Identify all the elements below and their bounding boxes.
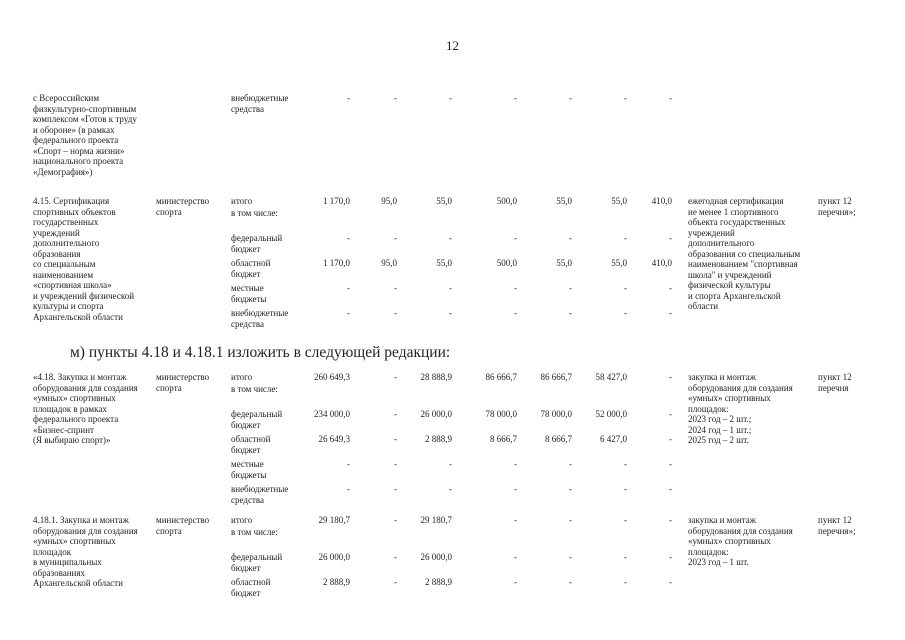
funding-value: -	[569, 484, 572, 494]
page-number: 12	[446, 38, 459, 53]
funding-value: -	[449, 308, 452, 318]
funding-value: -	[449, 233, 452, 243]
funding-value: -	[569, 459, 572, 469]
funding-value: 55,0	[611, 196, 627, 206]
funding-value: 26 000,0	[420, 409, 452, 419]
funding-value: -	[624, 577, 627, 587]
funding-value: 500,0	[496, 196, 517, 206]
funding-value: -	[394, 283, 397, 293]
funding-value: 28 888,9	[420, 372, 452, 382]
funding-value: -	[514, 459, 517, 469]
item-executor: министерство спорта	[156, 372, 210, 393]
funding-value: -	[569, 283, 572, 293]
funding-value: -	[624, 552, 627, 562]
funding-value: -	[449, 484, 452, 494]
funding-value: -	[514, 93, 517, 103]
funding-value: -	[669, 484, 672, 494]
funding-value: -	[514, 283, 517, 293]
funding-source-label: местные бюджеты	[231, 283, 267, 304]
item-result: закупка и монтаж оборудования для создания «умных» спортивных площадок: 2023 год – 1 шт.	[688, 515, 793, 567]
funding-value: 2 888,9	[323, 577, 350, 587]
funding-value: 52 000,0	[595, 409, 627, 419]
funding-value: 6 427,0	[600, 434, 627, 444]
funding-value: -	[624, 515, 627, 525]
funding-value: -	[347, 308, 350, 318]
funding-value: -	[347, 283, 350, 293]
funding-value: -	[394, 308, 397, 318]
funding-source-label: внебюджетные средства	[231, 308, 289, 329]
funding-value: 55,0	[556, 196, 572, 206]
funding-value: 55,0	[556, 258, 572, 268]
amendment-heading: м) пункты 4.18 и 4.18.1 изложить в следующей редакции:	[70, 344, 451, 361]
funding-value: -	[394, 409, 397, 419]
funding-value: -	[624, 283, 627, 293]
funding-value: -	[569, 308, 572, 318]
funding-value: -	[624, 93, 627, 103]
funding-source-label: внебюджетные средства	[231, 484, 289, 505]
funding-value: 86 666,7	[485, 372, 517, 382]
funding-value: -	[449, 459, 452, 469]
funding-value: -	[669, 434, 672, 444]
funding-source-label: федеральный бюджет	[231, 409, 283, 430]
funding-source-label: областной бюджет	[231, 577, 271, 598]
funding-value: -	[514, 308, 517, 318]
funding-value: -	[624, 459, 627, 469]
funding-value: -	[347, 459, 350, 469]
funding-value: -	[449, 93, 452, 103]
funding-value: 26 000,0	[318, 552, 350, 562]
funding-source-label: в том числе:	[231, 208, 278, 218]
funding-value: 29 180,7	[420, 515, 452, 525]
funding-value: -	[669, 577, 672, 587]
funding-value: 410,0	[651, 258, 672, 268]
funding-value: -	[669, 93, 672, 103]
funding-source-label: в том числе:	[231, 384, 278, 394]
funding-value: -	[514, 552, 517, 562]
funding-value: 1 170,0	[323, 258, 350, 268]
funding-source-label: местные бюджеты	[231, 459, 267, 480]
funding-value: 410,0	[651, 196, 672, 206]
funding-value: -	[569, 515, 572, 525]
funding-value: -	[669, 308, 672, 318]
funding-value: 86 666,7	[540, 372, 572, 382]
funding-value: 1 170,0	[323, 196, 350, 206]
funding-value: 29 180,7	[318, 515, 350, 525]
funding-source-label: федеральный бюджет	[231, 233, 283, 254]
funding-value: 2 888,9	[425, 434, 452, 444]
funding-value: 78 000,0	[540, 409, 572, 419]
funding-value: 26 649,3	[318, 434, 350, 444]
item-name: «4.18. Закупка и монтаж оборудования для создания «умных» спортивных площадок в рамках федерального проекта «Бизнес-спринт (Я выбираю спорт)»	[33, 372, 138, 445]
funding-value: 26 000,0	[420, 552, 452, 562]
item-reference: пункт 12 перечня	[818, 372, 852, 393]
funding-value: -	[449, 283, 452, 293]
funding-value: 2 888,9	[425, 577, 452, 587]
funding-value: 78 000,0	[485, 409, 517, 419]
funding-value: -	[394, 577, 397, 587]
funding-value: -	[669, 552, 672, 562]
funding-value: -	[624, 308, 627, 318]
funding-value: -	[514, 233, 517, 243]
funding-value: 55,0	[611, 258, 627, 268]
funding-source-label: областной бюджет	[231, 434, 271, 455]
funding-value: 55,0	[436, 258, 452, 268]
funding-value: -	[514, 577, 517, 587]
funding-value: -	[669, 233, 672, 243]
funding-value: -	[394, 484, 397, 494]
funding-source-label: итого	[231, 515, 253, 525]
item-executor: министерство спорта	[156, 196, 210, 217]
funding-value: -	[514, 484, 517, 494]
funding-value: -	[569, 577, 572, 587]
funding-source-label: внебюджетные средства	[231, 93, 289, 114]
funding-source-label: федеральный бюджет	[231, 552, 283, 573]
funding-value: 58 427,0	[595, 372, 627, 382]
item-executor: министерство спорта	[156, 515, 210, 536]
funding-value: -	[669, 515, 672, 525]
funding-value: -	[569, 93, 572, 103]
funding-value: 55,0	[436, 196, 452, 206]
fragment-name: с Всероссийским физкультурно-спортивным комплексом «Готов к труду и обороне» (в рамках федерального проекта «Спорт – норма жизни» национального проекта «Демография»)	[33, 93, 137, 177]
funding-source-label: областной бюджет	[231, 258, 271, 279]
funding-value: 95,0	[381, 196, 397, 206]
funding-value: 8 666,7	[545, 434, 572, 444]
funding-value: 8 666,7	[490, 434, 517, 444]
item-reference: пункт 12 перечня»;	[818, 196, 856, 217]
funding-value: -	[394, 552, 397, 562]
funding-value: -	[569, 552, 572, 562]
funding-value: -	[624, 484, 627, 494]
item-name: 4.18.1. Закупка и монтаж оборудования для создания «умных» спортивных площадок в муниципальных образованиях Архангельской области	[33, 515, 138, 588]
item-reference: пункт 12 перечня»;	[818, 515, 856, 536]
funding-value: 95,0	[381, 258, 397, 268]
funding-value: -	[669, 372, 672, 382]
item-name: 4.15. Сертификация спортивных объектов государственных учреждений дополнительного образования со специальным наименованием «спортивная школа» и учреждений физической культуры и спорта Архангельской области	[33, 196, 135, 322]
funding-value: -	[669, 409, 672, 419]
funding-value: -	[514, 515, 517, 525]
funding-value: -	[624, 233, 627, 243]
item-result: ежегодная сертификация не менее 1 спортивного объекта государственных учреждений дополнительного образования со специальным наименованием "спортивная школа" и учреждений физической культуры и спорта Архангельской области	[688, 196, 801, 311]
funding-value: -	[347, 484, 350, 494]
funding-value: -	[394, 372, 397, 382]
funding-value: -	[347, 233, 350, 243]
item-result: закупка и монтаж оборудования для создания «умных» спортивных площадок: 2023 год – 2 шт.; 2024 год – 1 шт.; 2025 год – 2 шт.	[688, 372, 793, 445]
funding-value: -	[669, 459, 672, 469]
funding-value: 260 649,3	[314, 372, 350, 382]
funding-value: -	[394, 434, 397, 444]
funding-source-label: в том числе:	[231, 527, 278, 537]
funding-value: -	[569, 233, 572, 243]
funding-value: -	[394, 459, 397, 469]
funding-value: 234 000,0	[314, 409, 350, 419]
funding-value: -	[347, 93, 350, 103]
funding-source-label: итого	[231, 196, 253, 206]
funding-value: -	[394, 515, 397, 525]
funding-value: -	[394, 93, 397, 103]
funding-value: -	[394, 233, 397, 243]
funding-value: -	[669, 283, 672, 293]
funding-source-label: итого	[231, 372, 253, 382]
funding-value: 500,0	[496, 258, 517, 268]
